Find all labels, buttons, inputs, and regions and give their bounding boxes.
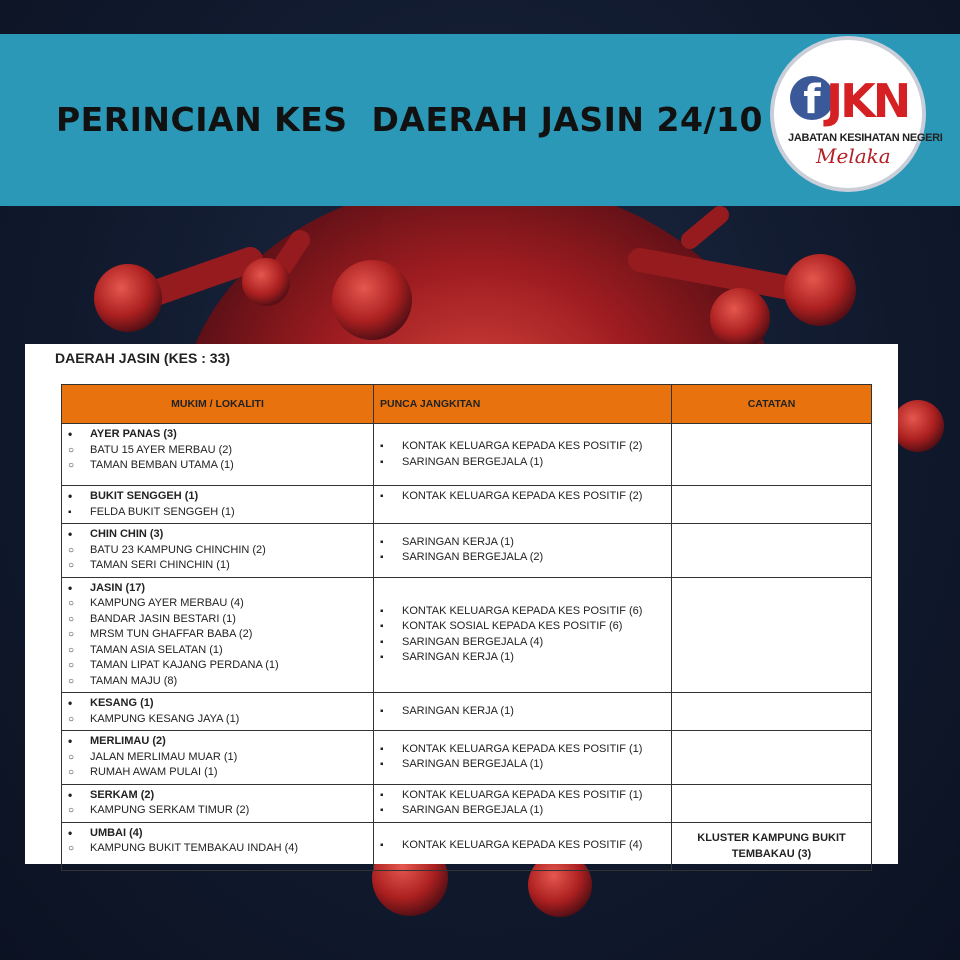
- bullet-icon: •: [68, 696, 73, 710]
- punca-label: SARINGAN KERJA (1): [402, 704, 514, 717]
- locality-item: [68, 558, 367, 574]
- locality-label: TAMAN BEMBAN UTAMA (1): [90, 459, 234, 471]
- table-header-row: [62, 385, 872, 424]
- bullet-icon: •: [68, 580, 73, 595]
- catatan-cell: [672, 731, 872, 785]
- punca-item: [380, 704, 665, 720]
- catatan-cell: KLUSTER KAMPUNG BUKIT TEMBAKAU (3): [672, 822, 872, 870]
- mukim-label: UMBAI (4): [90, 826, 143, 839]
- square-bullet-icon: ▪: [380, 759, 384, 771]
- table-row: [62, 822, 872, 870]
- square-bullet-icon: ▪: [380, 805, 384, 816]
- mukim-cell: [62, 486, 374, 524]
- punca-item: [380, 838, 665, 854]
- locality-label: BANDAR JASIN BESTARI (1): [90, 612, 236, 625]
- locality-item: [68, 543, 367, 559]
- punca-label: SARINGAN BERGEJALA (1): [402, 455, 544, 468]
- catatan-cell: [672, 784, 872, 822]
- square-bullet-icon: ▪: [68, 506, 72, 518]
- punca-item: [380, 742, 665, 758]
- locality-item: [68, 841, 367, 857]
- mukim-label: CHIN CHIN (3): [90, 528, 164, 540]
- circle-bullet-icon: ○: [68, 660, 75, 671]
- locality-item: [68, 803, 367, 819]
- mukim-cell: [62, 577, 374, 693]
- locality-label: BATU 23 KAMPUNG CHINCHIN (2): [90, 543, 266, 556]
- circle-bullet-icon: ○: [68, 460, 75, 471]
- punca-item: [380, 535, 665, 551]
- locality-label: KAMPUNG SERKAM TIMUR (2): [90, 804, 250, 816]
- column-header-catatan: CATATAN: [672, 385, 872, 424]
- circle-bullet-icon: ○: [68, 843, 75, 854]
- punca-label: KONTAK KELUARGA KEPADA KES POSITIF (2): [402, 440, 643, 452]
- mukim-label: JASIN (17): [90, 581, 146, 594]
- punca-item: [380, 619, 665, 635]
- mukim-cell: [62, 784, 374, 822]
- circle-bullet-icon: ○: [68, 675, 75, 687]
- mukim-cell: [62, 731, 374, 785]
- catatan-cell: [672, 486, 872, 524]
- punca-label: SARINGAN KERJA (1): [402, 535, 514, 548]
- punca-item: [380, 550, 665, 566]
- bullet-icon: •: [68, 825, 73, 840]
- circle-bullet-icon: ○: [68, 598, 75, 609]
- square-bullet-icon: ▪: [380, 491, 384, 502]
- locality-item: [68, 750, 367, 766]
- circle-bullet-icon: ○: [68, 644, 75, 656]
- column-header-punca: PUNCA JANGKITAN: [374, 385, 672, 424]
- punca-item: [380, 788, 665, 804]
- locality-label: MRSM TUN GHAFFAR BABA (2): [90, 628, 253, 640]
- locality-item: [68, 612, 367, 628]
- mukim-cell: [62, 424, 374, 486]
- locality-item: [68, 658, 367, 674]
- locality-label: JALAN MERLIMAU MUAR (1): [90, 750, 238, 763]
- square-bullet-icon: ▪: [380, 705, 384, 717]
- locality-label: KAMPUNG AYER MERBAU (4): [90, 597, 244, 609]
- square-bullet-icon: ▪: [380, 536, 384, 548]
- locality-item: [68, 443, 367, 459]
- bullet-icon: •: [68, 734, 73, 748]
- table-row: [62, 577, 872, 693]
- punca-cell: [374, 693, 672, 731]
- square-bullet-icon: ▪: [380, 605, 384, 617]
- punca-label: SARINGAN BERGEJALA (2): [402, 551, 544, 564]
- column-header-mukim: MUKIM / LOKALITI: [62, 385, 374, 424]
- punca-item: [380, 439, 665, 455]
- punca-label: KONTAK KELUARGA KEPADA KES POSITIF (6): [402, 604, 643, 617]
- circle-bullet-icon: ○: [68, 444, 75, 456]
- logo-script-text: Melaka: [816, 144, 891, 168]
- punca-label: SARINGAN BERGEJALA (1): [402, 758, 544, 771]
- locality-item: [68, 627, 367, 643]
- punca-item: [380, 604, 665, 620]
- circle-bullet-icon: ○: [68, 751, 75, 763]
- punca-label: KONTAK KELUARGA KEPADA KES POSITIF (4): [402, 839, 643, 852]
- punca-label: KONTAK KELUARGA KEPADA KES POSITIF (1): [402, 742, 643, 755]
- locality-item: [68, 674, 367, 690]
- mukim-label: BUKIT SENGGEH (1): [90, 490, 199, 502]
- catatan-cell: [672, 424, 872, 486]
- bullet-icon: •: [68, 527, 73, 541]
- locality-item: [68, 643, 367, 659]
- square-bullet-icon: ▪: [380, 456, 384, 468]
- mukim-label: KESANG (1): [90, 697, 154, 709]
- case-table: [61, 384, 872, 871]
- punca-label: SARINGAN BERGEJALA (1): [402, 804, 544, 816]
- bullet-icon: •: [68, 489, 73, 503]
- jkn-logo: [770, 36, 943, 192]
- locality-label: KAMPUNG BUKIT TEMBAKAU INDAH (4): [90, 842, 299, 854]
- punca-cell: [374, 424, 672, 486]
- mukim-cell: [62, 524, 374, 578]
- document-title: DAERAH JASIN (KES : 33): [55, 350, 231, 366]
- circle-bullet-icon: ○: [68, 713, 75, 725]
- punca-item: [380, 757, 665, 773]
- bullet-icon: •: [68, 787, 73, 802]
- table-row: [62, 424, 872, 486]
- locality-label: RUMAH AWAM PULAI (1): [90, 766, 218, 778]
- mukim-label: MERLIMAU (2): [90, 735, 166, 747]
- locality-item: [68, 458, 367, 474]
- mukim-heading: [68, 696, 367, 712]
- mukim-heading: [68, 527, 367, 543]
- locality-label: TAMAN SERI CHINCHIN (1): [90, 559, 230, 571]
- mukim-heading: [68, 581, 367, 597]
- punca-cell: [374, 524, 672, 578]
- circle-bullet-icon: ○: [68, 629, 75, 640]
- square-bullet-icon: ▪: [380, 621, 384, 633]
- punca-item: [380, 650, 665, 666]
- punca-label: KONTAK SOSIAL KEPADA KES POSITIF (6): [402, 620, 623, 633]
- square-bullet-icon: ▪: [380, 441, 384, 452]
- logo-subtitle: JABATAN KESIHATAN NEGERI: [788, 132, 943, 144]
- circle-bullet-icon: ○: [68, 805, 75, 816]
- catatan-cell: [672, 524, 872, 578]
- locality-item: [68, 505, 367, 521]
- mukim-cell: [62, 822, 374, 870]
- square-bullet-icon: ▪: [380, 743, 384, 755]
- punca-label: KONTAK KELUARGA KEPADA KES POSITIF (1): [402, 788, 643, 801]
- square-bullet-icon: ▪: [380, 636, 384, 648]
- punca-item: [380, 803, 665, 819]
- logo-jkn-text: JKN: [826, 74, 909, 128]
- table-row: [62, 524, 872, 578]
- punca-cell: [374, 784, 672, 822]
- mukim-cell: [62, 693, 374, 731]
- catatan-cell: [672, 693, 872, 731]
- mukim-label: SERKAM (2): [90, 788, 155, 801]
- square-bullet-icon: ▪: [380, 652, 384, 664]
- mukim-heading: [68, 826, 367, 842]
- locality-label: TAMAN LIPAT KAJANG PERDANA (1): [90, 659, 279, 671]
- table-row: [62, 731, 872, 785]
- locality-item: [68, 712, 367, 728]
- table-row: [62, 693, 872, 731]
- catatan-cell: [672, 577, 872, 693]
- punca-item: [380, 455, 665, 471]
- case-document: [25, 344, 898, 864]
- locality-label: BATU 15 AYER MERBAU (2): [90, 443, 233, 456]
- circle-bullet-icon: ○: [68, 767, 75, 778]
- punca-label: SARINGAN BERGEJALA (4): [402, 635, 544, 648]
- locality-label: KAMPUNG KESANG JAYA (1): [90, 712, 240, 725]
- mukim-heading: [68, 427, 367, 443]
- bullet-icon: •: [68, 427, 73, 441]
- punca-label: SARINGAN KERJA (1): [402, 651, 514, 664]
- punca-label: KONTAK KELUARGA KEPADA KES POSITIF (2): [402, 490, 643, 502]
- locality-label: TAMAN ASIA SELATAN (1): [90, 643, 223, 656]
- table-row: [62, 486, 872, 524]
- locality-item: [68, 765, 367, 781]
- locality-label: TAMAN MAJU (8): [90, 674, 178, 687]
- locality-item: [68, 596, 367, 612]
- punca-cell: [374, 486, 672, 524]
- circle-bullet-icon: ○: [68, 613, 75, 625]
- table-row: [62, 784, 872, 822]
- square-bullet-icon: ▪: [380, 840, 384, 852]
- mukim-heading: [68, 788, 367, 804]
- square-bullet-icon: ▪: [380, 789, 384, 801]
- punca-cell: [374, 822, 672, 870]
- facebook-icon: f: [790, 76, 834, 120]
- mukim-heading: [68, 489, 367, 505]
- circle-bullet-icon: ○: [68, 544, 75, 556]
- circle-bullet-icon: ○: [68, 560, 75, 571]
- punca-item: [380, 635, 665, 651]
- punca-cell: [374, 577, 672, 693]
- punca-cell: [374, 731, 672, 785]
- mukim-label: AYER PANAS (3): [90, 428, 177, 440]
- mukim-heading: [68, 734, 367, 750]
- square-bullet-icon: ▪: [380, 552, 384, 564]
- punca-item: [380, 489, 665, 505]
- page-title: PERINCIAN KES DAERAH JASIN 24/10: [56, 100, 763, 139]
- locality-label: FELDA BUKIT SENGGEH (1): [90, 505, 235, 518]
